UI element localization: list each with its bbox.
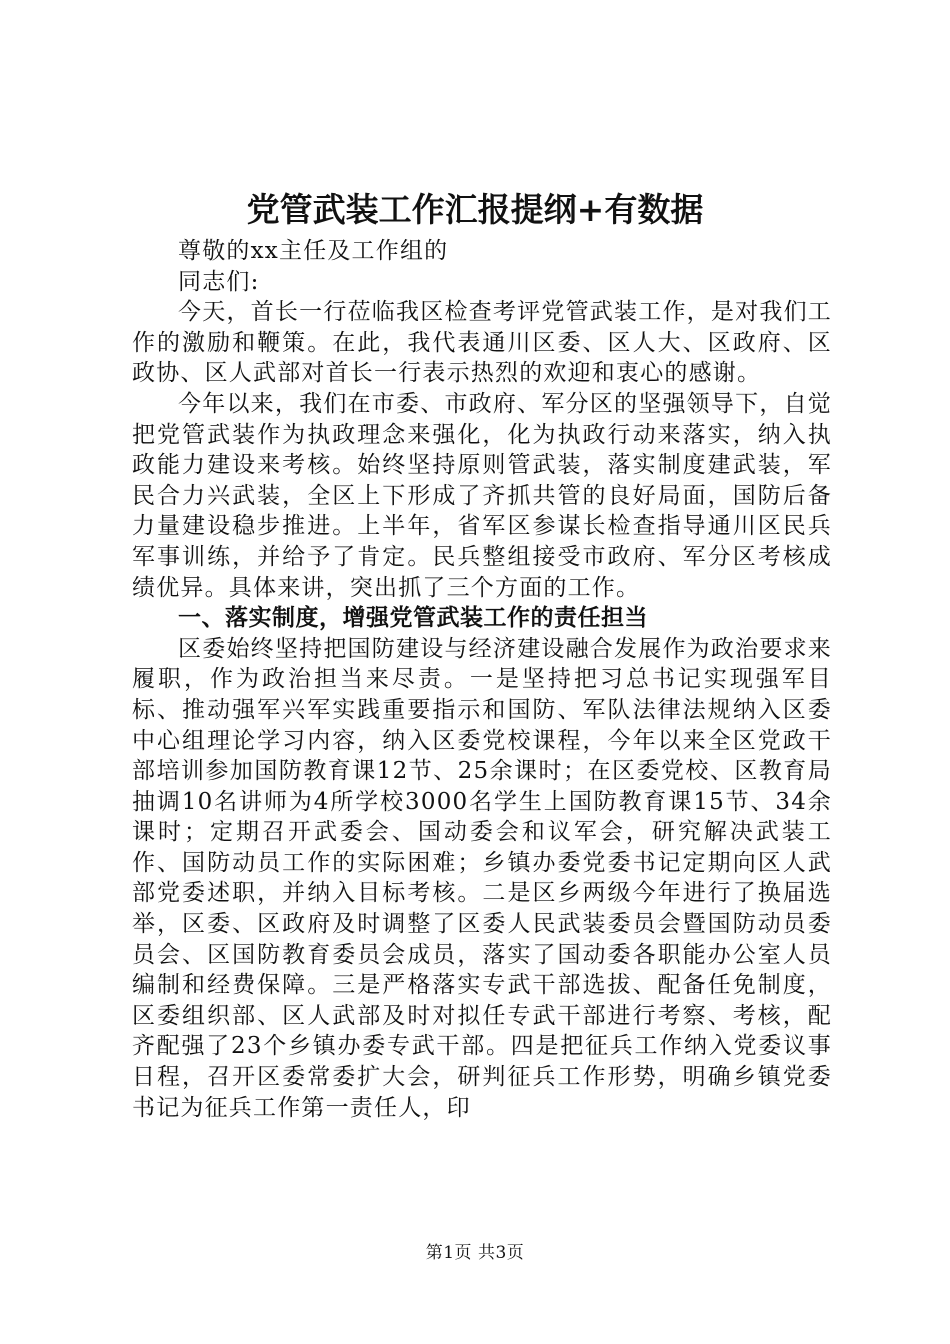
document-body: [132, 236, 832, 1123]
section-heading: 一、落实制度，增强党管武装工作的责任担当: [178, 605, 648, 632]
page-footer: 第1页 共3页: [425, 1243, 525, 1263]
paragraph-welcome: 今天，首长一行莅临我区检查考评党管武装工作，是对我们工作的激励和鞭策。在此，我代表通川区委、区人大、区政府、区政协、区人武部对首长一行表示热烈的欢迎和衷心的感谢。: [132, 299, 832, 387]
salutation-line-2: 同志们:: [178, 268, 260, 295]
salutation-line-1: 尊敬的xx主任及工作组的: [178, 238, 449, 264]
document-title: 党管武装工作汇报提纲+有数据: [246, 190, 704, 229]
paragraph-section-one: 区委始终坚持把国防建设与经济建设融合发展作为政治要求来履职，作为政治担当来尽责。一是坚持把习总书记实现强军目标、推动强军兴军实践重要指示和国防、军队法律法规纳入区委中心组理论学习内容，纳入区委党校课程，今年以来全区党政干部培训参加国防教育课12节、25余课时；在区委党校、区教育局抽调10名讲师为4所学校3000名学生上国防教育课15节、34余课时；定期召开武委会、国动委会和议军会，研究解决武装工作、国防动员工作的实际困难；乡镇办委党委书记定期向区人武部党委述职，并纳入目标考核。二是区乡两级今年进行了换届选举，区委、区政府及时调整了区委人民武装委员会暨国防动员委员会、区国防教育委员会成员，落实了国动委各职能办公室人员编制和经费保障。三是严格落实专武干部选拔、配备任免制度，区委组织部、区人武部及时对拟任专武干部进行考察、考核，配齐配强了23个乡镇办委专武干部。四是把征兵工作纳入党委议事日程，召开区委常委扩大会，研判征兵工作形势，明确乡镇党委书记为征兵工作第一责任人，印: [132, 635, 832, 1121]
paragraph-overview: 今年以来，我们在市委、市政府、军分区的坚强领导下，自觉把党管武装作为执政理念来强化，化为执政行动来落实，纳入执政能力建设来考核。始终坚持原则管武装，落实制度建武装，军民合力兴武装，全区上下形成了齐抓共管的良好局面，国防后备力量建设稳步推进。上半年，省军区参谋长检查指导通川区民兵军事训练，并给予了肯定。民兵整组接受市政府、军分区考核成绩优异。具体来讲，突出抓了三个方面的工作。: [132, 390, 832, 601]
